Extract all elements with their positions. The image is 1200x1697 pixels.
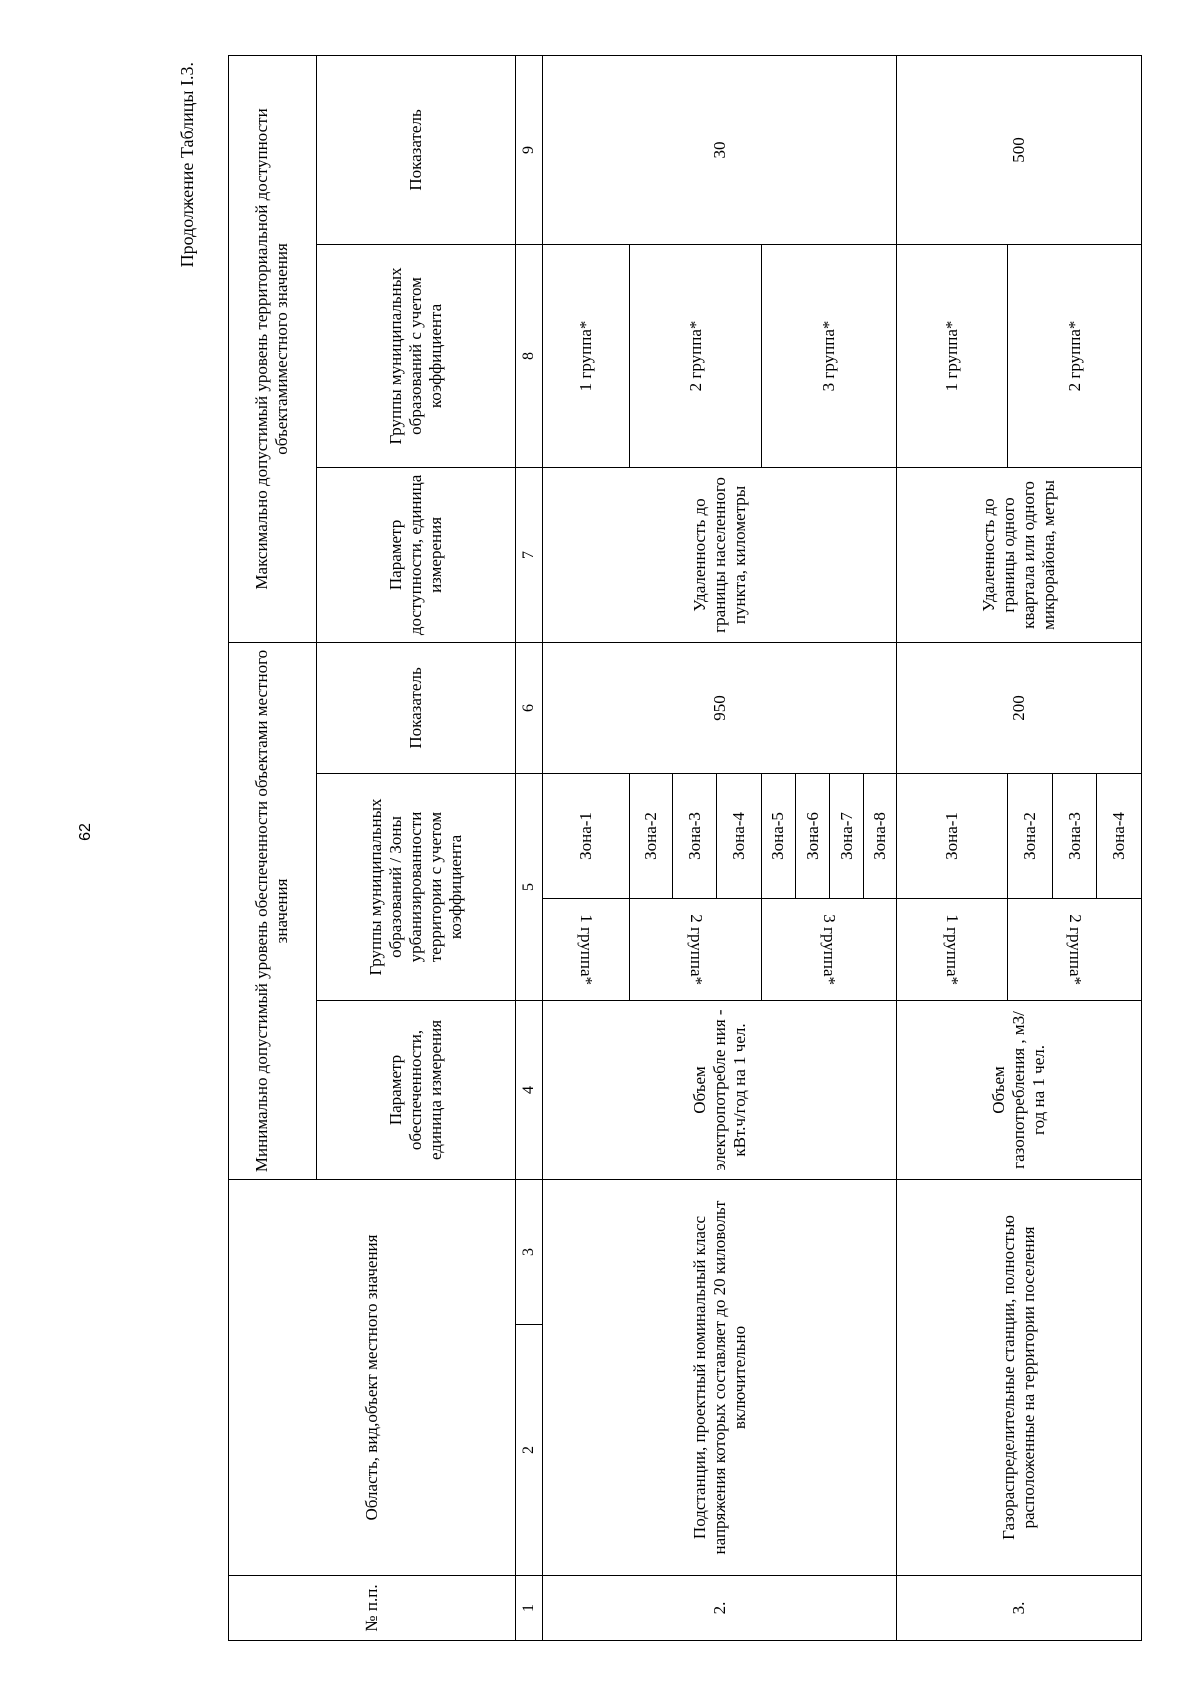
zone-cell: Зона-5 [761, 773, 795, 898]
header-min-value: Показатель [316, 642, 516, 773]
zone-cell: Зона-1 [542, 773, 630, 898]
header-max-value: Показатель [316, 55, 516, 244]
max-group-cell: 2 группа* [630, 244, 761, 467]
header-min-groups: Группы муниципальных образований / Зоны урбанизированности территории с учетом коэффициента [316, 773, 516, 1000]
header-max-param: Параметр доступности, единица измерения [316, 467, 516, 642]
group-cell [761, 898, 897, 1000]
row-min-value: 950 [542, 642, 896, 773]
row-num: 2. [542, 1576, 896, 1641]
table-row [542, 55, 630, 1640]
max-group-cell: 1 группа* [542, 244, 630, 467]
row-object: Подстанции, проектный номинальный класс напряжения которых составляет до 20 киловольт включительно [542, 1179, 896, 1575]
max-group-cell: 1 группа* [897, 244, 1008, 467]
zone-cell: Зона-7 [830, 773, 864, 898]
zone-cell: Зона-3 [1053, 773, 1097, 898]
row-min-value: 200 [897, 642, 1142, 773]
zone-cell: Зона-4 [1097, 773, 1142, 898]
group-label: 1 группа* [577, 914, 597, 985]
row-max-value: 30 [542, 55, 896, 244]
caption-text: Продолжение Таблицы I.3. [177, 62, 197, 268]
row-max-param: Удаленность до границы одного квартала или одного микрорайона, метры [897, 467, 1142, 642]
colnum-9: 9 [516, 55, 543, 244]
colnum-2: 2 [516, 1325, 543, 1576]
zone-cell: Зона-4 [716, 773, 761, 898]
header-max-groups: Группы муниципальных образований с учетом коэффициента [316, 244, 516, 467]
group-cell [630, 898, 761, 1000]
row-num: 3. [897, 1576, 1142, 1641]
header-max-group: Максимально допустимый уровень территориальной доступности объектамиместного значения [229, 55, 317, 642]
header-area: Область, вид,объект местного значения [229, 1179, 516, 1575]
zone-cell: Зона-1 [897, 773, 1008, 898]
zone-cell: Зона-8 [864, 773, 897, 898]
colnum-6: 6 [516, 642, 543, 773]
group-label: 1 группа* [943, 914, 963, 985]
zone-cell: Зона-2 [1008, 773, 1053, 898]
colnum-4: 4 [516, 1000, 543, 1179]
row-min-param: Объем газопотребления , м3/год на 1 чел. [897, 1000, 1142, 1179]
zone-cell: Зона-6 [795, 773, 829, 898]
group-label: 3 группа* [820, 914, 840, 985]
row-min-param: Объем электропотребле ния - кВт.ч/год на 1 чел. [542, 1000, 896, 1179]
max-group-cell: 3 группа* [761, 244, 897, 467]
row-max-param: Удаленность до границы населенного пункта, километры [542, 467, 896, 642]
max-group-cell: 2 группа* [1008, 244, 1142, 467]
colnum-7: 7 [516, 467, 543, 642]
header-min-param: Параметр обеспеченности, единица измерения [316, 1000, 516, 1179]
colnum-3: 3 [516, 1179, 543, 1324]
page-number: 62 [77, 823, 94, 841]
column-numbers-row [516, 55, 543, 1640]
row-object: Газораспределительные станции, полностью расположенные на территории поселения [897, 1179, 1142, 1575]
group-label: 2 группа* [686, 914, 706, 985]
group-cell [542, 898, 630, 1000]
zone-cell: Зона-3 [673, 773, 717, 898]
table-row [897, 55, 1008, 1640]
row-max-value: 500 [897, 55, 1142, 244]
header-row-groups [229, 55, 317, 1640]
table-caption [172, 56, 228, 1641]
group-cell [1008, 898, 1142, 1000]
group-label: 2 группа* [1065, 914, 1085, 985]
header-num: № п.п. [229, 1576, 516, 1641]
norms-table [228, 55, 1142, 1641]
colnum-5: 5 [516, 773, 543, 1000]
group-cell [897, 898, 1008, 1000]
colnum-8: 8 [516, 244, 543, 467]
zone-cell: Зона-2 [630, 773, 673, 898]
header-min-group: Минимально допустимый уровень обеспеченности объектами местного значения [229, 642, 317, 1179]
rotated-table-page [172, 56, 1142, 1641]
colnum-1: 1 [516, 1576, 543, 1641]
